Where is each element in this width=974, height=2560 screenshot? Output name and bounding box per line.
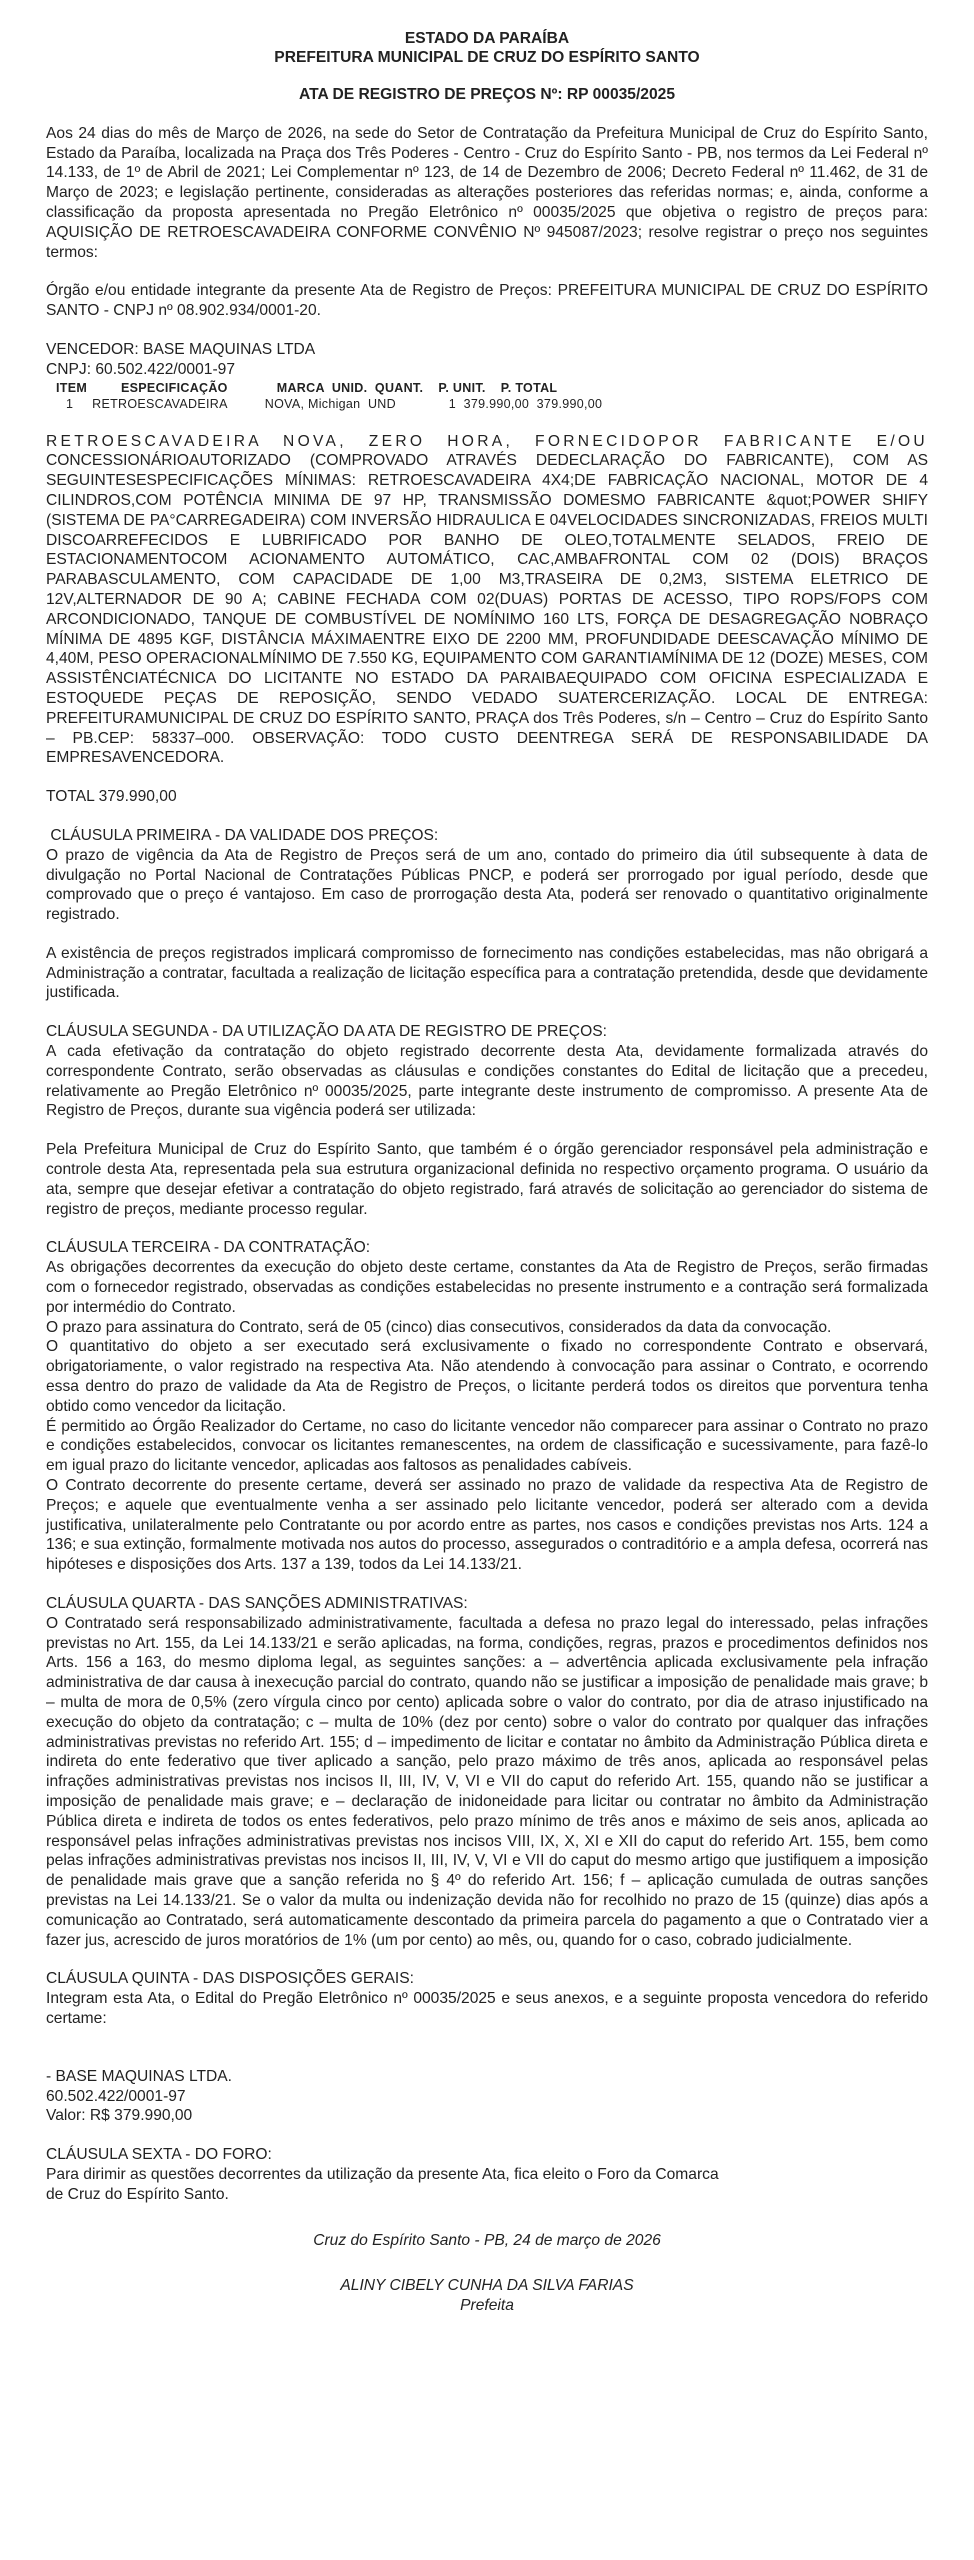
- place-date: Cruz do Espírito Santo - PB, 24 de março de 2026: [313, 2231, 661, 2249]
- clause-6-paragraph-1: Para dirimir as questões decorrentes da utilização da presente Ata, fica eleito o Foro da Comarca de Cruz do Espírito Santo.: [46, 2165, 719, 2203]
- clause-3-paragraph-5: O Contrato decorrente do presente certame, deverá ser assinado no prazo de validade da respectiva Ata de Registro de Preços; e aquele que eventualmente venha a ser assinado pelo licitante vencedor, poderá ser alterado com a devida justificativa, unilateralmente pelo Contratante ou por acordo entre as partes, nos casos e condições previstas nos Arts. 124 a 136; e sua extinção, formalmente motivada nos autos do processo, assegurados o contraditório e a ampla defesa, ocorrerá nas hipóteses e disposições dos Arts. 137 a 139, todos da Lei 14.133/21.: [46, 1477, 928, 1574]
- clause-3-paragraph-2: O prazo para assinatura do Contrato, será de 05 (cinco) dias consecutivos, considerados da data da convocação.: [46, 1318, 832, 1336]
- item-description-start: RETROESCAVADEIRA NOVA, ZERO HORA, FORNECIDOPOR FABRICANTE E/OU: [46, 432, 928, 450]
- orgao-paragraph: Órgão e/ou entidade integrante da presente Ata de Registro de Preços: PREFEITURA MUNICIPAL DE CRUZ DO ESPÍRITO SANTO - CNPJ nº 08.902.934/0001-20.: [46, 282, 928, 320]
- total-value: TOTAL 379.990,00: [46, 788, 177, 806]
- intro-paragraph: Aos 24 dias do mês de Março de 2026, na sede do Setor de Contratação da Prefeitura Municipal de Cruz do Espírito Santo, Estado da Paraíba, localizada na Praça dos Três Poderes - Centro - Cruz do Espírito Santo - PB, nos termos da Lei Federal nº 14.133, de 1º de Abril de 2021; Lei Complementar nº 123, de 14 de Dezembro de 2006; Decreto Federal nº 11.462, de 31 de Março de 2023; e legislação pertinente, consideradas as alterações posteriores das referidas normas; e, ainda, conforme a classificação da proposta apresentada no Pregão Eletrônico nº 00035/2025 que objetiva o registro de preços para: AQUISIÇÃO DE RETROESCAVADEIRA CONFORME CONVÊNIO Nº 945087/2023; resolve registrar o preço nos seguintes termos:: [46, 124, 928, 261]
- clause-3-title: CLÁUSULA TERCEIRA - DA CONTRATAÇÃO:: [46, 1239, 371, 1257]
- clause-2-paragraph-1: A cada efetivação da contratação do objeto registrado decorrente desta Ata, devidamente formalizada através do correspondente Contrato, serão observadas as cláusulas e condições constantes do Edital de licitação que a precedeu, relativamente ao Pregão Eletrônico nº 00035/2025, parte integrante deste instrumento de compromisso. A presente Ata de Registro de Preços, durante sua vigência poderá ser utilizada:: [46, 1043, 928, 1120]
- clause-6-title: CLÁUSULA SEXTA - DO FORO:: [46, 2146, 272, 2164]
- clause-2-title: CLÁUSULA SEGUNDA - DA UTILIZAÇÃO DA ATA DE REGISTRO DE PREÇOS:: [46, 1023, 607, 1041]
- clause-1-paragraph-1: O prazo de vigência da Ata de Registro de Preços será de um ano, contado do primeiro dia útil subsequente à data de divulgação no Portal Nacional de Contratações Públicas PNCP, e poderá ser prorrogado por igual período, desde que comprovado que o preço é vantajoso. Em caso de prorrogação desta Ata, poderá ser renovado o quantitativo originalmente registrado.: [46, 846, 928, 924]
- items-table-header: ITEM ESPECIFICAÇÃO MARCA UNID. QUANT. P. UNIT. P. TOTAL: [56, 380, 558, 395]
- clause-3-paragraph-4: É permitido ao Órgão Realizador do Certame, no caso do licitante vencedor não comparecer para assinar o Contrato no prazo e condições estabelecidos, convocar os licitantes remanescentes, na ordem de classificação e sucessivamente, para fazê-lo em igual prazo do licitante vencedor, aplicadas aos faltosos as penalidades cabíveis.: [46, 1417, 928, 1475]
- vendor-cnpj: CNPJ: 60.502.422/0001-97: [46, 360, 235, 378]
- signer-role: Prefeita: [460, 2297, 514, 2315]
- clause-3-paragraph-3: O quantitativo do objeto a ser executado será exclusivamente o fixado no correspondente Contrato e observará, obrigatoriamente, o valor registrado na respectiva Ata. Não atendendo à convocação para assinar o Contrato, e ocorrendo essa dentro do prazo de validade da Ata de Registro de Preços, o licitante perderá todos os direitos que porventura tenha obtido como vencedor da licitação.: [46, 1338, 928, 1415]
- items-table-row: 1 RETROESCAVADEIRA NOVA, Michigan UND 1 379.990,00 379.990,00: [66, 396, 603, 411]
- clause-1-title: CLÁUSULA PRIMEIRA - DA VALIDADE DOS PREÇOS:: [46, 826, 439, 844]
- header-state: ESTADO DA PARAÍBA: [404, 30, 570, 47]
- clause-5-title: CLÁUSULA QUINTA - DAS DISPOSIÇÕES GERAIS:: [46, 1970, 414, 1988]
- item-description: [46, 432, 928, 769]
- vendor-name: VENCEDOR: BASE MAQUINAS LTDA: [46, 340, 316, 358]
- item-description-body: CONCESSIONÁRIOAUTORIZADO (COMPROVADO ATRAVÉS DEDECLARAÇÃO DO FABRICANTE), COM AS SEGUINTESESPECIFICAÇÕES MÍNIMAS: RETROESCAVADEIRA 4X4;DE FABRICAÇÃO NACIONAL, MOTOR DE 4 CILINDROS,COM POTÊNCIA MINIMA DE 97 HP, TRANSMISSÃO DOMESMO FABRICANTE &quot;POWER SHIFY (SISTEMA DE PA°CARREGADEIRA) COM INVERSÃO HIDRAULICA E 04VELOCIDADES SINCRONIZADAS, FREIOS MULTI DISCOARREFECIDOS E LUBRIFICADO POR BANHO DE OLEO,TOTALMENTE SELADOS, FREIO DE ESTACIONAMENTOCOM ACIONAMENTO AUTOMÁTICO, CAC,AMBAFRONTAL COM 02 (DOIS) BRAÇOS PARABASCULAMENTO, COM CAPACIDADE DE 1,00 M3,TRASEIRA DE 0,2M3, SISTEMA ELETRICO DE 12V,ALTERNADOR DE 90 A; CABINE FECHADA COM 02(DUAS) PORTAS DE ACESSO, TIPO ROPS/FOPS COM ARCONDICIONADO, TANQUE DE COMBUSTÍVEL DE NOMÍNIMO 160 LTS, FORÇA DE DESAGREGAÇÃO NOBRAÇO MÍNIMA DE 4895 KGF, DISTÂNCIA MÁXIMAENTRE EIXO DE 2200 MM, PROFUNDIDADE DEESCAVAÇÃO MÍNIMO DE 4,40M, PESO OPERACIONALMÍNIMO DE 7.550 KG, EQUIPAMENTO COM GARANTIAMÍNIMA DE 12 (DOZE) MESES, COM ASSISTÊNCIATÉCNICA DO LICITANTE NO ESTADO DA PARAIBAEQUIPADO COM OFICINA ESPECIALIZADA E ESTOQUEDE PEÇAS DE REPOSIÇÃO, SENDO VEDADO SUATERCERIZAÇÃO. LOCAL DE ENTREGA: PREFEITURAMUNICIPAL DE CRUZ DO ESPÍRITO SANTO, PRAÇA dos Três Poderes, s/n – Centro – Cruz do Espírito Santo – PB.CEP: 58337–000. OBSERVAÇÃO: TODO CUSTO DEENTREGA SERÁ DE RESPONSABILIDADE DA EMPRESAVENCEDORA.: [46, 452, 928, 767]
- winner-value: Valor: R$ 379.990,00: [46, 2107, 193, 2125]
- clause-1-paragraph-2: A existência de preços registrados implicará compromisso de fornecimento nas condições estabelecidas, mas não obrigará a Administração a contratar, facultada a realização de licitação específica para a contratação pretendida, desde que devidamente justificada.: [46, 944, 928, 1002]
- clause-2-paragraph-2: Pela Prefeitura Municipal de Cruz do Espírito Santo, que também é o órgão gerenciador responsável pela administração e controle desta Ata, representada pela sua estrutura organizacional definida no respectivo orçamento programa. O usuário da ata, sempre que desejar efetivar a contratação do objeto registrado, fará através de solicitação ao gerenciador do sistema de registro de preços, mediante processo regular.: [46, 1141, 928, 1218]
- winner-cnpj: 60.502.422/0001-97: [46, 2087, 186, 2105]
- clause-3-paragraph-1: As obrigações decorrentes da execução do objeto deste certame, constantes da Ata de Registro de Preços, serão firmadas com o fornecedor registrado, observadas as condições estabelecidas no presente instrumento e a contração será formalizada por intermédio do Contrato.: [46, 1259, 928, 1316]
- clause-4-paragraph-1: O Contratado será responsabilizado administrativamente, facultada a defesa no prazo legal do interessado, pelas infrações previstas no Art. 155, da Lei 14.133/21 e serão aplicadas, na forma, condições, regras, prazos e procedimentos definidos nos Arts. 156 a 163, do mesmo diploma legal, as seguintes sanções: a – advertência aplicada exclusivamente pela infração administrativa de dar causa à inexecução parcial do contrato, quando não se justificar a imposição de penalidade mais grave; b – multa de mora de 0,5% (zero vírgula cinco por cento) aplicada sobre o valor do contrato, por dia de atraso injustificado na execução do objeto da contratação; c – multa de 10% (dez por cento) sobre o valor do contrato por qualquer das infrações administrativas previstas no referido Art. 155; d – impedimento de licitar e contatar no âmbito da Administração Pública direta e indireta do ente federativo que tiver aplicado a sanção, pelo prazo máximo de três anos, aplicada ao responsável pelas infrações administrativas previstas nos incisos II, III, IV, V, VI e VII do caput do referido Art. 155, quando não se justificar a imposição de penalidade mais grave; e – declaração de inidoneidade para licitar ou contratar no âmbito da Administração Pública direta e indireta de todos os entes federativos, pelo prazo mínimo de três anos e máximo de seis anos, aplicada ao responsável pelas infrações administrativas previstas nos incisos VIII, IX, X, XI e XII do caput do referido Art. 155, bem como pelas infrações administrativas previstas nos incisos II, III, IV, V, VI e VII do caput do mesmo artigo que justifiquem a imposição de penalidade mais grave que a sanção referida no § 4º do referido Art. 156; f – aplicação cumulada de outras sanções previstas na Lei 14.133/21. Se o valor da multa ou indenização devida não for recolhido no prazo de 15 (quinze) dias após a comunicação ao Contratado, será automaticamente descontado da primeira parcela do pagamento a que o Contratado vier a fazer jus, acrescido de juros moratórios de 1% (um por cento) ao mês, ou, quando for o caso, cobrado judicialmente.: [46, 1614, 928, 1949]
- document-title: ATA DE REGISTRO DE PREÇOS Nº: RP 00035/2025: [298, 86, 675, 103]
- clause-5-paragraph-1: Integram esta Ata, o Edital do Pregão Eletrônico nº 00035/2025 e seus anexos, e a seguinte proposta vencedora do referido certame:: [46, 1990, 928, 2027]
- winner-name: - BASE MAQUINAS LTDA.: [46, 2067, 233, 2085]
- header-municipality: PREFEITURA MUNICIPAL DE CRUZ DO ESPÍRITO SANTO: [274, 48, 700, 66]
- clause-4-title: CLÁUSULA QUARTA - DAS SANÇÕES ADMINISTRATIVAS:: [46, 1595, 468, 1612]
- signer-name: ALINY CIBELY CUNHA DA SILVA FARIAS: [340, 2277, 634, 2295]
